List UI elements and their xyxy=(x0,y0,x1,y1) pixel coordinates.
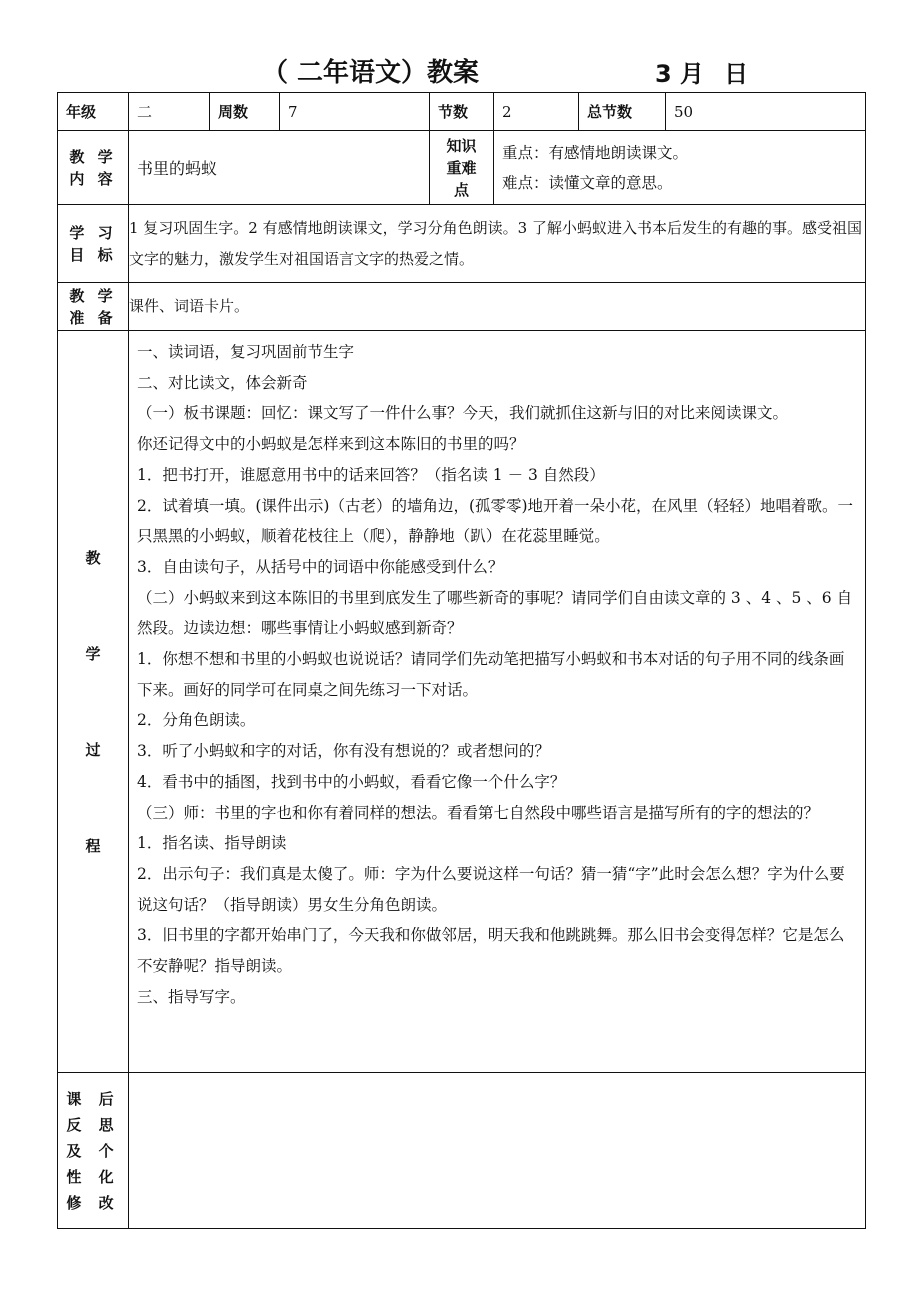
learning-goals-label-line2: 目 标 xyxy=(69,245,117,264)
week-value: 7 xyxy=(280,93,430,131)
difficult-point: 难点：读懂文章的意思。 xyxy=(502,173,673,192)
process-line: 1．你想不想和书里的小蚂蚁也说说话？请同学们先动笔把描写小蚂蚁和书本对话的句子用不同的线条画下来。画好的同学可在同桌之间先练习一下对话。 xyxy=(137,650,845,699)
teaching-prep-text: 课件、词语卡片。 xyxy=(129,283,866,331)
process-line: 2．分角色朗读。 xyxy=(137,711,256,730)
process-line: 3．听了小蚂蚁和字的对话，你有没有想说的？或者想问的？ xyxy=(137,742,550,761)
process-line: 二、对比读文，体会新奇 xyxy=(137,373,308,392)
grade-value: 二 xyxy=(129,93,210,131)
learning-goals-label-line1: 学 习 xyxy=(69,223,117,242)
process-line: 2．试着填一填。(课件出示)（古老）的墙角边，(孤零零)地开着一朵小花，在风里（轻轻）地唱着歌。一只黑黑的小蚂蚁，顺着花枝往上（爬），静静地（趴）在花蕊里睡觉。 xyxy=(137,496,854,546)
date-month: 3 月 xyxy=(655,60,705,88)
process-line: 你还记得文中的小蚂蚁是怎样来到这本陈旧的书里的吗？ xyxy=(137,435,525,454)
row-learning-goals xyxy=(58,205,866,283)
reflection-label-line: 性 化 xyxy=(66,1167,120,1186)
learning-goals-label xyxy=(58,205,129,283)
process-line: 3．自由读句子，从括号中的词语中你能感受到什么？ xyxy=(137,557,504,576)
key-points-label-line2: 重难 xyxy=(446,158,477,177)
key-points-label-line3: 点 xyxy=(453,180,469,199)
reflection-label-line: 课 后 xyxy=(66,1089,120,1108)
process-line: 三、指导写字。 xyxy=(137,987,246,1006)
week-label: 周数 xyxy=(210,93,280,131)
learning-goals-text: 1 复习巩固生字。2 有感情地朗读课文，学习分角色朗读。3 了解小蚂蚁进入书本后发生的有趣的事。感受祖国文字的魅力，激发学生对祖国语言文字的热爱之情。 xyxy=(129,205,866,283)
document-title-bar xyxy=(0,52,920,88)
lesson-plan-table xyxy=(57,92,866,1229)
key-points-label-line1: 知识 xyxy=(446,136,477,155)
section-value: 2 xyxy=(494,93,579,131)
total-sections-label: 总节数 xyxy=(579,93,666,131)
row-basic-info xyxy=(58,93,866,131)
key-points-value xyxy=(494,131,866,205)
process-line: （一）板书课题：回忆：课文写了一件什么事？今天，我们就抓住这新与旧的对比来阅读课文。 xyxy=(137,404,789,423)
reflection-label-line: 修 改 xyxy=(66,1193,120,1212)
teaching-prep-label-line1: 教 学 xyxy=(69,286,117,305)
key-points-label xyxy=(430,131,494,205)
teaching-prep-label-line2: 准 备 xyxy=(69,308,117,327)
row-reflection xyxy=(58,1073,866,1229)
process-label-char: 程 xyxy=(85,836,101,855)
process-label-char: 教 xyxy=(85,548,101,567)
document-title: （ 二年语文）教案 xyxy=(262,58,480,88)
teaching-content-label-line2: 内 容 xyxy=(69,169,117,188)
reflection-label-line: 反 思 xyxy=(66,1115,120,1134)
process-line: 4．看书中的插图，找到书中的小蚂蚁，看看它像一个什么字？ xyxy=(137,772,566,791)
teaching-content-label-line1: 教 学 xyxy=(69,147,117,166)
process-line: 2．出示句子：我们真是太傻了。师：字为什么要说这样一句话？猜一猜“字”此时会怎么想？字为什么要说这句话？（指导朗读）男女生分角色朗读。 xyxy=(137,864,845,914)
process-label-char: 过 xyxy=(85,740,101,759)
teaching-process-text xyxy=(129,331,866,1073)
date-day: 日 xyxy=(724,60,749,88)
date-field xyxy=(655,54,768,89)
teaching-prep-label xyxy=(58,283,129,331)
teaching-process-label xyxy=(58,331,129,1073)
key-point: 重点：有感情地朗读课文。 xyxy=(502,143,689,162)
process-line: 一、读词语，复习巩固前节生字 xyxy=(137,343,355,361)
reflection-label xyxy=(58,1073,129,1229)
process-line: 3．旧书里的字都开始串门了，今天我和你做邻居，明天我和他跳跳舞。那么旧书会变得怎样？它是怎么不安静呢？指导朗读。 xyxy=(137,926,845,976)
row-teaching-content xyxy=(58,131,866,205)
process-label-char: 学 xyxy=(85,644,101,663)
total-sections-value: 50 xyxy=(666,93,866,131)
teaching-content-label xyxy=(58,131,129,205)
row-teaching-process xyxy=(58,331,866,1073)
lesson-name: 书里的蚂蚁 xyxy=(129,131,430,205)
section-label: 节数 xyxy=(430,93,494,131)
process-line: 1．指名读、指导朗读 xyxy=(137,834,287,853)
process-line: （二）小蚂蚁来到这本陈旧的书里到底发生了哪些新奇的事呢？请同学们自由读文章的 3 、4 、5 、6 自然段。边读边想：哪些事情让小蚂蚁感到新奇？ xyxy=(137,588,853,638)
process-line: 1．把书打开，谁愿意用书中的话来回答？（指名读 1 － 3 自然段） xyxy=(137,465,605,484)
row-teaching-prep xyxy=(58,283,866,331)
reflection-label-line: 及 个 xyxy=(66,1141,120,1160)
grade-label: 年级 xyxy=(58,93,129,131)
process-line: （三）师：书里的字也和你有着同样的想法。看看第七自然段中哪些语言是描写所有的字的想法的？ xyxy=(137,803,820,822)
reflection-text xyxy=(129,1073,866,1229)
